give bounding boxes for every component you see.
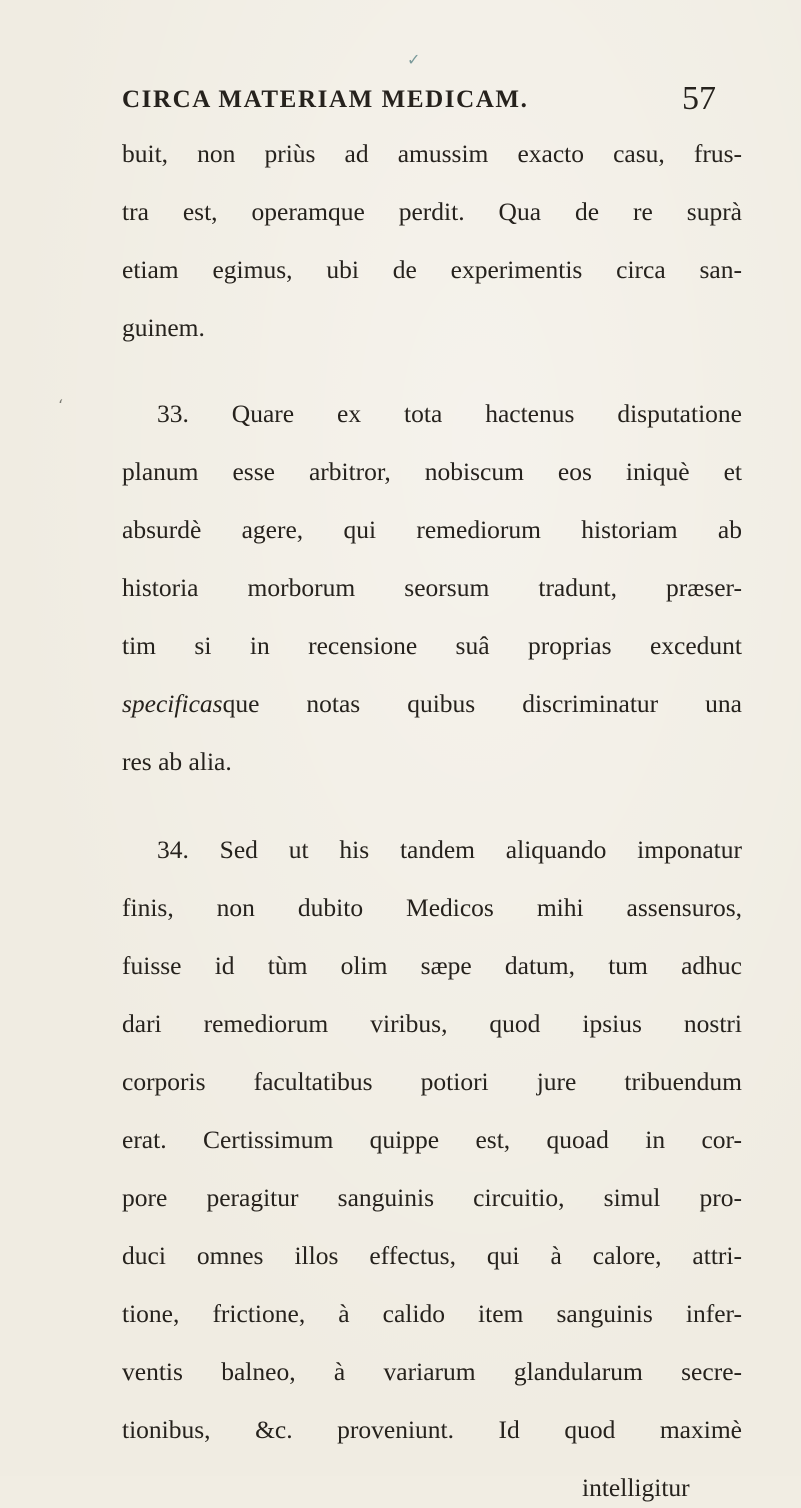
text-line: tionibus, &c. proveniunt. Id quod maximè	[122, 1415, 742, 1444]
text-line: historia morborum seorsum tradunt, præser-	[122, 573, 742, 602]
text-line: tra est, operamque perdit. Qua de re suprà	[122, 197, 742, 226]
catchword: intelligitur	[582, 1473, 690, 1502]
text-line: erat. Certissimum quippe est, quoad in cor-	[122, 1125, 742, 1154]
text-line: 33. Quare ex tota hactenus disputatione	[157, 399, 742, 428]
text-line: dari remediorum viribus, quod ipsius nostri	[122, 1009, 742, 1038]
text-line: fuisse id tùm olim sæpe datum, tum adhuc	[122, 951, 742, 980]
text-line: res ab alia.	[122, 747, 232, 776]
running-title: CIRCA MATERIAM MEDICAM.	[122, 86, 529, 113]
text-line: planum esse arbitror, nobiscum eos iniquè et	[122, 457, 742, 486]
text-line: tim si in recensione suâ proprias excedunt	[122, 631, 742, 660]
text-line: guinem.	[122, 313, 205, 342]
text-line	[122, 684, 742, 724]
text-line: finis, non dubito Medicos mihi assensuros,	[122, 893, 742, 922]
text-line: pore peragitur sanguinis circuitio, simul pro-	[122, 1183, 742, 1212]
italic-word: specificas	[122, 689, 223, 718]
running-header	[0, 80, 801, 126]
text-line: corporis facultatibus potiori jure tribuendum	[122, 1067, 742, 1096]
margin-mark: ‘	[58, 396, 64, 415]
page-number: 57	[682, 80, 716, 117]
text-line: 34. Sed ut his tandem aliquando imponatur	[157, 835, 742, 864]
text-span: que notas quibus discriminatur una	[222, 689, 742, 718]
text-line: buit, non priùs ad amussim exacto casu, frus-	[122, 139, 742, 168]
text-line: ventis balneo, à variarum glandularum secre-	[122, 1357, 742, 1386]
text-line: absurdè agere, qui remediorum historiam ab	[122, 515, 742, 544]
text-line: etiam egimus, ubi de experimentis circa san-	[122, 255, 742, 284]
check-mark-icon: ✓	[407, 50, 421, 69]
text-line: duci omnes illos effectus, qui à calore, attri-	[122, 1241, 742, 1270]
text-line: tione, frictione, à calido item sanguinis infer-	[122, 1299, 742, 1328]
